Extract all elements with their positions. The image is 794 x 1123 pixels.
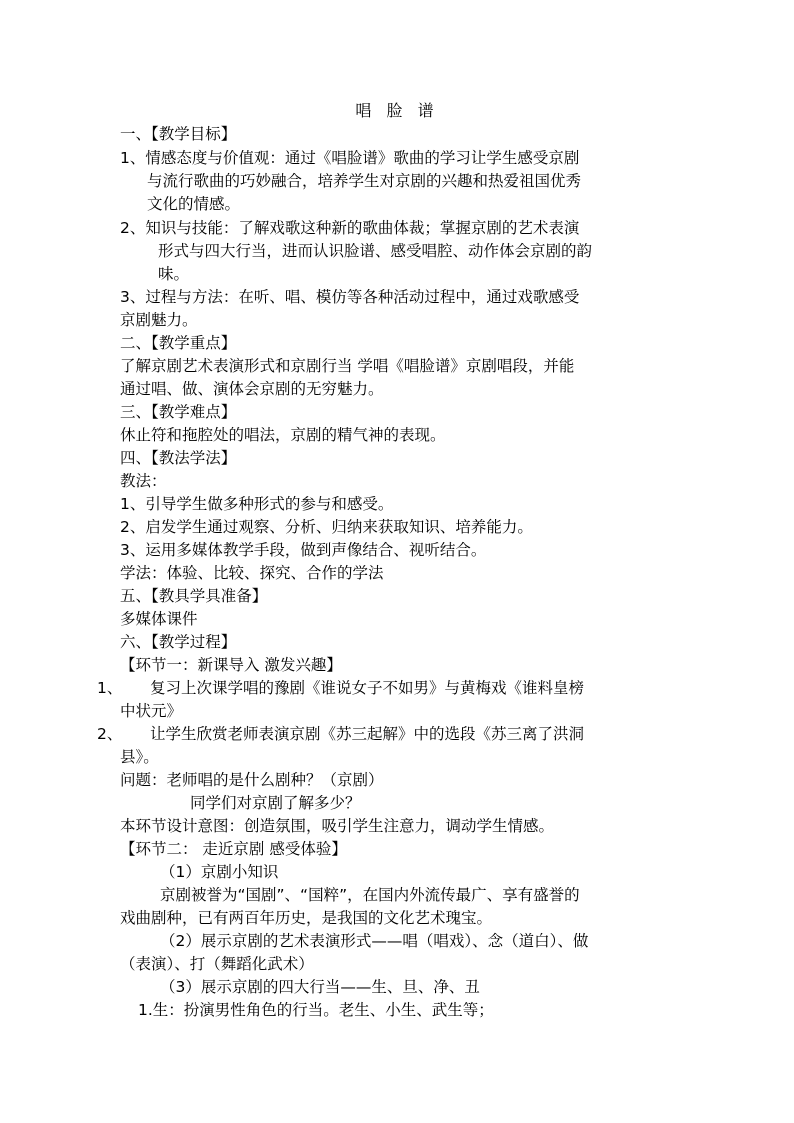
stage-2-item-1-line-1: 京剧被誉为“国剧”、“国粹”，在国内外流传最广、享有盛誉的 — [160, 886, 580, 904]
section-heading-process: 六、【教学过程】 — [120, 633, 237, 651]
stage-2-item-1-line-2: 戏曲剧种，已有两百年历史，是我国的文化艺术瑰宝。 — [120, 909, 493, 927]
stage-1-heading: 【环节一：新课导入 激发兴趣】 — [120, 656, 342, 674]
stage-1-item-2-line-2: 县》。 — [120, 748, 159, 766]
teaching-method-2: 2、启发学生通过观察、分析、归纳来获取知识、培养能力。 — [120, 518, 533, 536]
stage-2-item-2-line-1: （2）展示京剧的艺术表演形式——唱（唱戏）、念（道白）、做 — [160, 932, 589, 950]
section-heading-methods: 四、【教法学法】 — [120, 449, 237, 467]
teaching-method-1: 1、引导学生做多种形式的参与和感受。 — [120, 495, 394, 513]
key-points-line-2: 通过唱、做、演体会京剧的无穷魅力。 — [120, 380, 384, 398]
stage-1-item-2-line-1: 让学生欣赏老师表演京剧《苏三起解》中的选段《苏三离了洪洞 — [150, 725, 585, 743]
role-sheng-line: 1.生：扮演男性角色的行当。老生、小生、武生等； — [138, 1001, 494, 1019]
stage-2-heading: 【环节二： 走近京剧 感受体验】 — [120, 840, 347, 858]
stage-1-item-1-line-2: 中状元》 — [120, 702, 183, 720]
goal-1-line-2: 与流行歌曲的巧妙融合，培养学生对京剧的兴趣和热爱祖国优秀 — [147, 172, 582, 190]
section-heading-key-points: 二、【教学重点】 — [120, 334, 237, 352]
stage-2-item-3-heading: （3）展示京剧的四大行当——生、旦、净、丑 — [160, 978, 480, 996]
teaching-method-3: 3、运用多媒体教学手段，做到声像结合、视听结合。 — [120, 541, 487, 559]
goal-1-line-3: 文化的情感。 — [147, 195, 241, 213]
stage-1-item-1-number: 1、 — [97, 679, 123, 697]
goal-1-line-1: 1、情感态度与价值观：通过《唱脸谱》歌曲的学习让学生感受京剧 — [120, 149, 580, 167]
goal-2-line-3: 味。 — [158, 265, 190, 283]
document-title: 唱 脸 谱 — [355, 101, 439, 120]
goal-2-line-2: 形式与四大行当，进而认识脸谱、感受唱腔、动作体会京剧的韵 — [158, 242, 593, 260]
stage-1-question-2: 同学们对京剧了解多少？ — [190, 794, 361, 812]
stage-1-item-1-line-1: 复习上次课学唱的豫剧《谁说女子不如男》与黄梅戏《谁料皇榜 — [150, 679, 585, 697]
goal-3-line-1: 3、过程与方法：在听、唱、模仿等各种活动过程中，通过戏歌感受 — [120, 288, 580, 306]
goal-2-line-1: 2、知识与技能：了解戏歌这种新的歌曲体裁；掌握京剧的艺术表演 — [120, 219, 580, 237]
stage-1-design-intent: 本环节设计意图：创造氛围，吸引学生注意力，调动学生情感。 — [120, 817, 555, 835]
materials-line-1: 多媒体课件 — [120, 610, 198, 628]
section-heading-difficulties: 三、【教学难点】 — [120, 403, 237, 421]
stage-1-item-2-number: 2、 — [97, 725, 123, 743]
section-heading-goals: 一、【教学目标】 — [120, 125, 237, 143]
stage-2-item-2-line-2: （表演）、打（舞蹈化武术） — [120, 955, 314, 973]
learning-methods: 学法：体验、比较、探究、合作的学法 — [120, 564, 384, 582]
stage-1-question-1: 问题：老师唱的是什么剧种？（京剧） — [120, 771, 384, 789]
difficulties-line-1: 休止符和拖腔处的唱法，京剧的精气神的表现。 — [120, 426, 446, 444]
section-heading-materials: 五、【教具学具准备】 — [120, 587, 268, 605]
stage-2-item-1-heading: （1）京剧小知识 — [160, 863, 279, 881]
teaching-methods-label: 教法： — [120, 472, 167, 490]
goal-3-line-2: 京剧魅力。 — [120, 311, 198, 329]
key-points-line-1: 了解京剧艺术表演形式和京剧行当 学唱《唱脸谱》京剧唱段，并能 — [120, 357, 575, 375]
